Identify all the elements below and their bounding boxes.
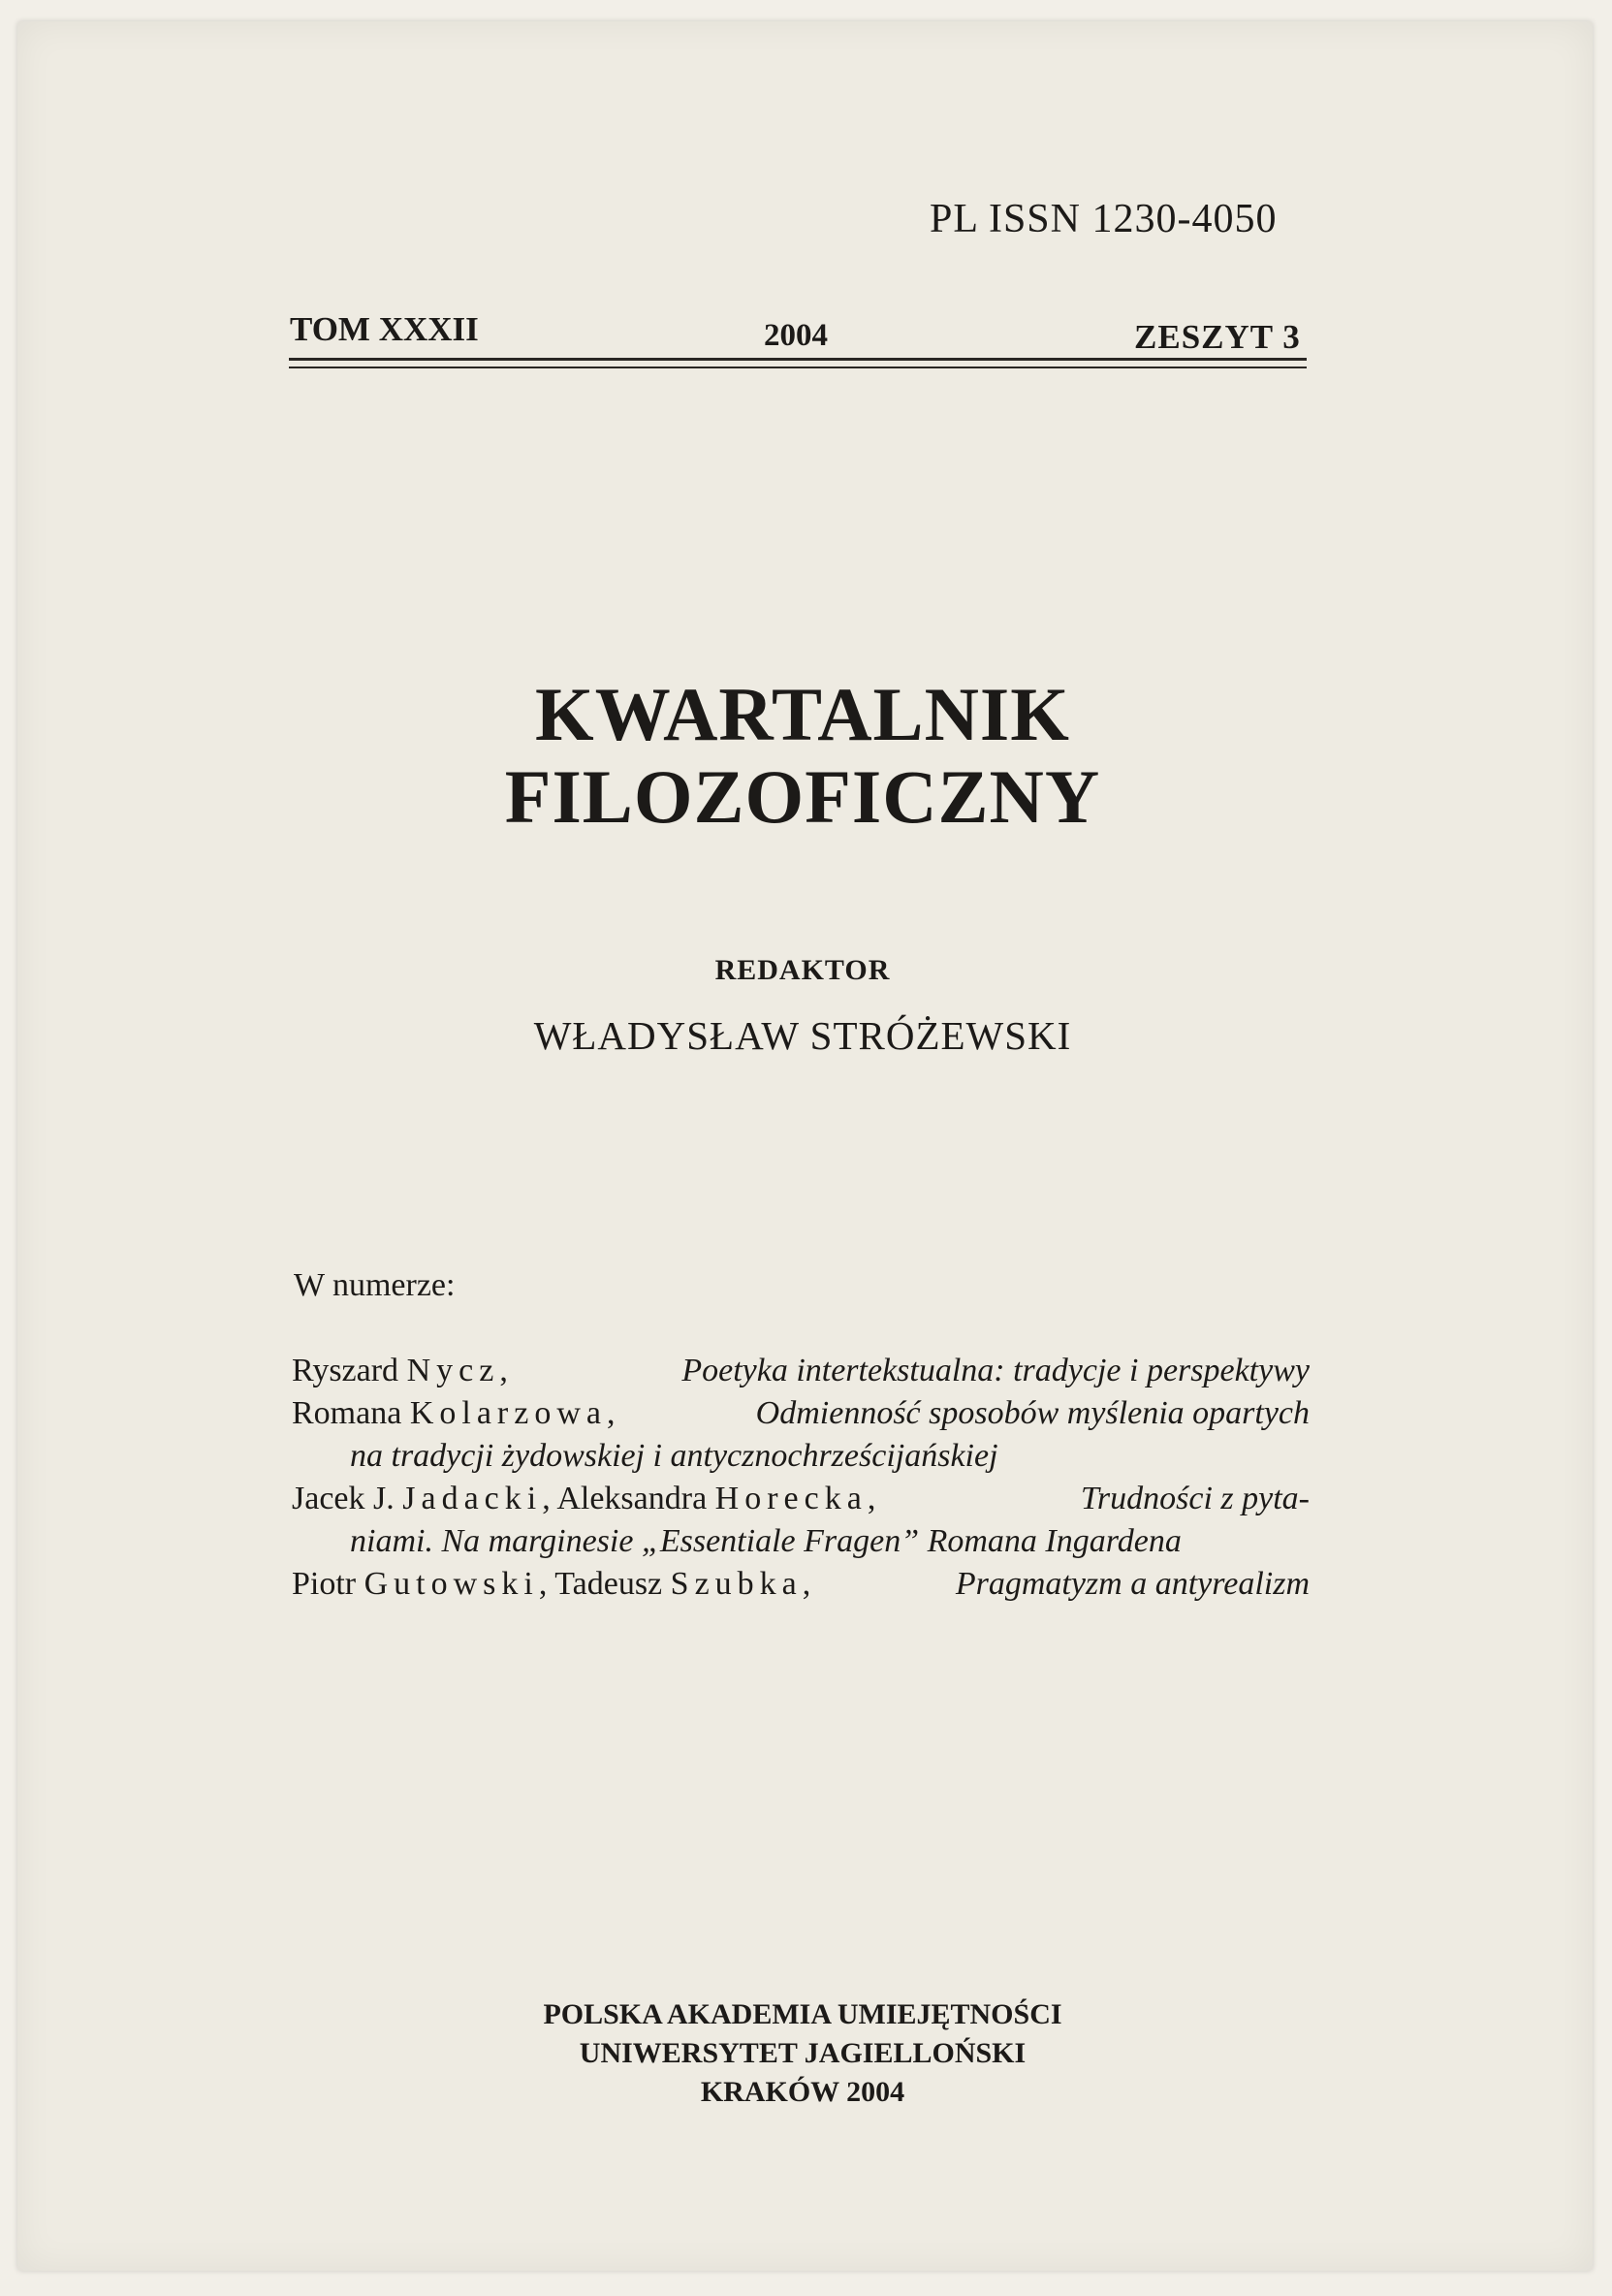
author2-last-name: Horecka xyxy=(714,1481,868,1516)
separator: , xyxy=(538,1566,555,1602)
author-first-name: Piotr xyxy=(292,1566,364,1602)
contents-entry xyxy=(292,1478,1310,1520)
author-first-name: Romana xyxy=(292,1395,410,1431)
separator: , xyxy=(802,1566,811,1602)
separator: , xyxy=(542,1481,557,1516)
separator: , xyxy=(606,1395,616,1431)
issn-number: PL ISSN 1230-4050 xyxy=(930,197,1278,241)
separator: , xyxy=(499,1353,508,1388)
article-title: Poetyka intertekstualna: tradycje i perspektywy xyxy=(681,1353,1310,1388)
article-title: Odmienność sposobów myślenia opartych xyxy=(755,1395,1310,1431)
header-rule-top xyxy=(289,358,1307,361)
journal-title-line2: FILOZOFICZNY xyxy=(504,754,1101,839)
article-title: Trudności z pyta- xyxy=(1080,1481,1310,1516)
author-last-name: Jadacki xyxy=(402,1481,543,1516)
editor-name: WŁADYSŁAW STRÓŻEWSKI xyxy=(533,1013,1072,1058)
author-last-name: Kolarzowa xyxy=(409,1395,607,1431)
contents-entry xyxy=(292,1392,1310,1435)
author-last-name: Gutowski xyxy=(363,1566,539,1602)
author2-first-name: Aleksandra xyxy=(556,1481,715,1516)
author2-first-name: Tadeusz xyxy=(554,1566,671,1602)
contents-entry xyxy=(292,1350,1310,1392)
separator: , xyxy=(867,1481,876,1516)
author2-last-name: Szubka xyxy=(670,1566,803,1602)
header-rule-bottom xyxy=(289,367,1307,368)
author-first-name: Ryszard xyxy=(292,1353,407,1388)
article-title-continued: niami. Na marginesie „Essentiale Fragen” Romana Ingardena xyxy=(350,1523,1182,1559)
author-last-name: Nycz xyxy=(406,1353,500,1388)
publisher-line2: UNIWERSYTET JAGIELLOŃSKI xyxy=(579,2037,1027,2069)
publisher-line3: KRAKÓW 2004 xyxy=(700,2076,905,2108)
contents-entry xyxy=(292,1563,1310,1606)
editor-label: REDAKTOR xyxy=(714,954,891,986)
article-title: Pragmatyzm a antyrealizm xyxy=(955,1566,1310,1602)
publisher-line1: POLSKA AKADEMIA UMIEJĘTNOŚCI xyxy=(543,1998,1062,2030)
contents-heading: W numerze: xyxy=(294,1267,456,1303)
volume-label: TOM XXXII xyxy=(290,310,479,348)
issue-label: ZESZYT 3 xyxy=(1134,318,1301,356)
author-first-name: Jacek J. xyxy=(292,1481,403,1516)
year-label: 2004 xyxy=(764,318,828,353)
contents-list xyxy=(292,1350,1310,1606)
journal-cover xyxy=(17,21,1593,2271)
contents-entry-continuation xyxy=(292,1520,1310,1563)
journal-title-line1: KWARTALNIK xyxy=(535,672,1070,756)
article-title-continued: na tradycji żydowskiej i antycznochrześcijańskiej xyxy=(350,1438,998,1474)
contents-entry-continuation xyxy=(292,1435,1310,1478)
